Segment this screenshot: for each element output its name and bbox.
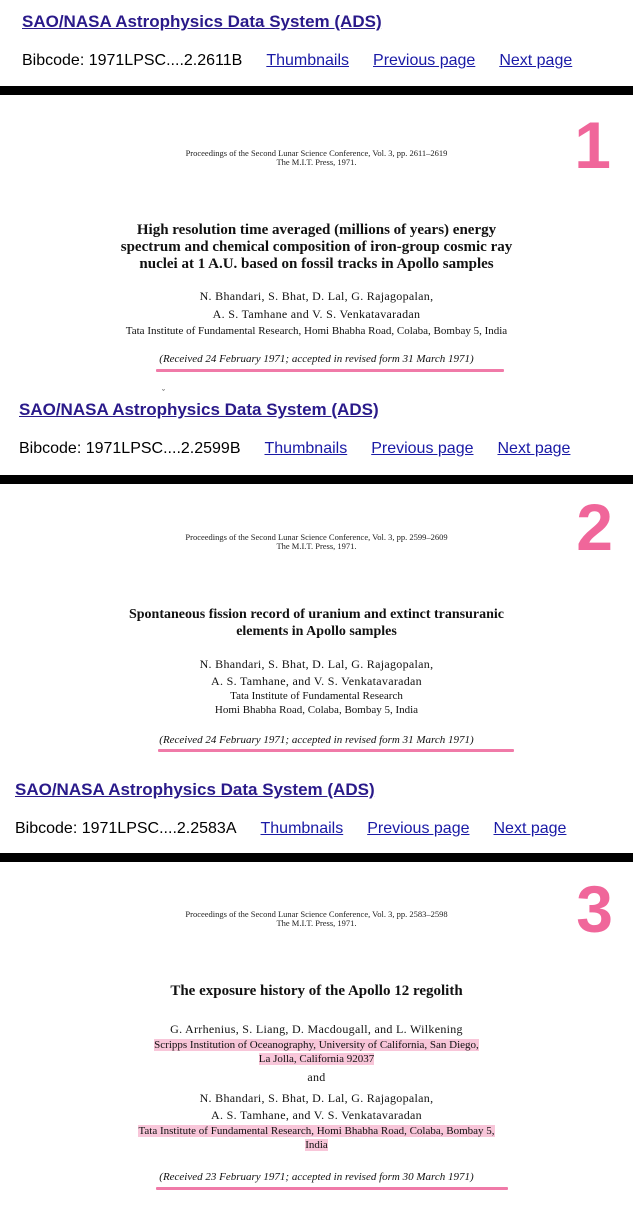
institution-a-line-1: Scripps Institution of Oceanography, University of California, San Diego, bbox=[154, 1039, 479, 1051]
institution-b-line-2: India bbox=[305, 1139, 328, 1151]
authors-group-a: G. Arrhenius, S. Liang, D. Macdougall, and L. Wilkening bbox=[170, 1022, 463, 1036]
institution-line-2: Homi Bhabha Road, Colaba, Bombay 5, India bbox=[214, 704, 419, 716]
scan-mark: ˇ bbox=[162, 388, 165, 398]
nav-row-2 bbox=[19, 440, 570, 458]
section-divider bbox=[0, 853, 633, 862]
ads-title-link-1[interactable]: SAO/NASA Astrophysics Data System (ADS) bbox=[22, 12, 382, 31]
received-underline bbox=[158, 749, 514, 752]
section-number: 2 bbox=[576, 490, 613, 564]
received-underline bbox=[156, 1187, 508, 1190]
paper-title: Spontaneous fission record of uranium and extinct transuranic elements in Apollo samples bbox=[128, 607, 505, 639]
section-number: 1 bbox=[574, 108, 611, 182]
institution: Tata Institute of Fundamental Research, Homi Bhabha Road, Colaba, Bombay 5, India bbox=[125, 325, 508, 337]
section-divider bbox=[0, 86, 633, 95]
proceedings-line: Proceedings of the Second Lunar Science Conference, Vol. 3, pp. 2583–2598 bbox=[185, 909, 448, 919]
press-line: The M.I.T. Press, 1971. bbox=[276, 157, 357, 167]
institution-line-1: Tata Institute of Fundamental Research bbox=[230, 690, 403, 702]
next-page-link[interactable]: Next page bbox=[497, 440, 571, 457]
ads-title-link-2[interactable]: SAO/NASA Astrophysics Data System (ADS) bbox=[19, 400, 379, 419]
proceedings-line: Proceedings of the Second Lunar Science Conference, Vol. 3, pp. 2611–2619 bbox=[185, 148, 448, 158]
received-date: (Received 24 February 1971; accepted in revised form 31 March 1971) bbox=[159, 734, 474, 746]
authors-line-2: A. S. Tamhane, and V. S. Venkatavaradan bbox=[211, 1108, 422, 1122]
section-divider bbox=[0, 475, 633, 484]
previous-page-link[interactable]: Previous page bbox=[371, 440, 474, 457]
press-line: The M.I.T. Press, 1971. bbox=[276, 918, 357, 928]
nav-row-3 bbox=[15, 820, 566, 838]
authors-line-1: N. Bhandari, S. Bhat, D. Lal, G. Rajagopalan, bbox=[199, 657, 434, 671]
thumbnails-link[interactable]: Thumbnails bbox=[260, 820, 344, 837]
next-page-link[interactable]: Next page bbox=[499, 52, 573, 69]
authors-line-1: N. Bhandari, S. Bhat, D. Lal, G. Rajagopalan, bbox=[199, 289, 434, 303]
bibcode-label: Bibcode: 1971LPSC....2.2599B bbox=[19, 440, 241, 457]
received-date: (Received 24 February 1971; accepted in revised form 31 March 1971) bbox=[159, 353, 474, 365]
ads-title-link-3[interactable]: SAO/NASA Astrophysics Data System (ADS) bbox=[15, 780, 375, 799]
section-number: 3 bbox=[576, 872, 613, 946]
authors-line-2: A. S. Tamhane and V. S. Venkatavaradan bbox=[212, 307, 421, 321]
bibcode-label: Bibcode: 1971LPSC....2.2611B bbox=[22, 52, 243, 69]
and-separator: and bbox=[307, 1070, 326, 1084]
proceedings-line: Proceedings of the Second Lunar Science Conference, Vol. 3, pp. 2599–2609 bbox=[185, 532, 448, 542]
press-line: The M.I.T. Press, 1971. bbox=[276, 541, 357, 551]
bibcode-label: Bibcode: 1971LPSC....2.2583A bbox=[15, 820, 237, 837]
paper-title: The exposure history of the Apollo 12 regolith bbox=[170, 983, 463, 999]
authors-line-1: N. Bhandari, S. Bhat, D. Lal, G. Rajagopalan, bbox=[199, 1091, 434, 1105]
received-date: (Received 23 February 1971; accepted in revised form 30 March 1971) bbox=[159, 1171, 474, 1183]
thumbnails-link[interactable]: Thumbnails bbox=[266, 52, 350, 69]
institution-a-line-2: La Jolla, California 92037 bbox=[258, 1053, 375, 1065]
authors-line-2: A. S. Tamhane, and V. S. Venkatavaradan bbox=[211, 674, 422, 688]
next-page-link[interactable]: Next page bbox=[493, 820, 567, 837]
institution-b-line-1: Tata Institute of Fundamental Research, Homi Bhabha Road, Colaba, Bombay 5, bbox=[138, 1125, 495, 1137]
previous-page-link[interactable]: Previous page bbox=[373, 52, 476, 69]
paper-title: High resolution time averaged (millions of years) energy spectrum and chemical composition of iron-group cosmic ray nuclei at 1 A.U. based on fossil tracks in Apollo samples bbox=[120, 222, 513, 272]
received-underline bbox=[156, 369, 504, 372]
nav-row-1 bbox=[22, 52, 572, 70]
thumbnails-link[interactable]: Thumbnails bbox=[264, 440, 348, 457]
previous-page-link[interactable]: Previous page bbox=[367, 820, 470, 837]
